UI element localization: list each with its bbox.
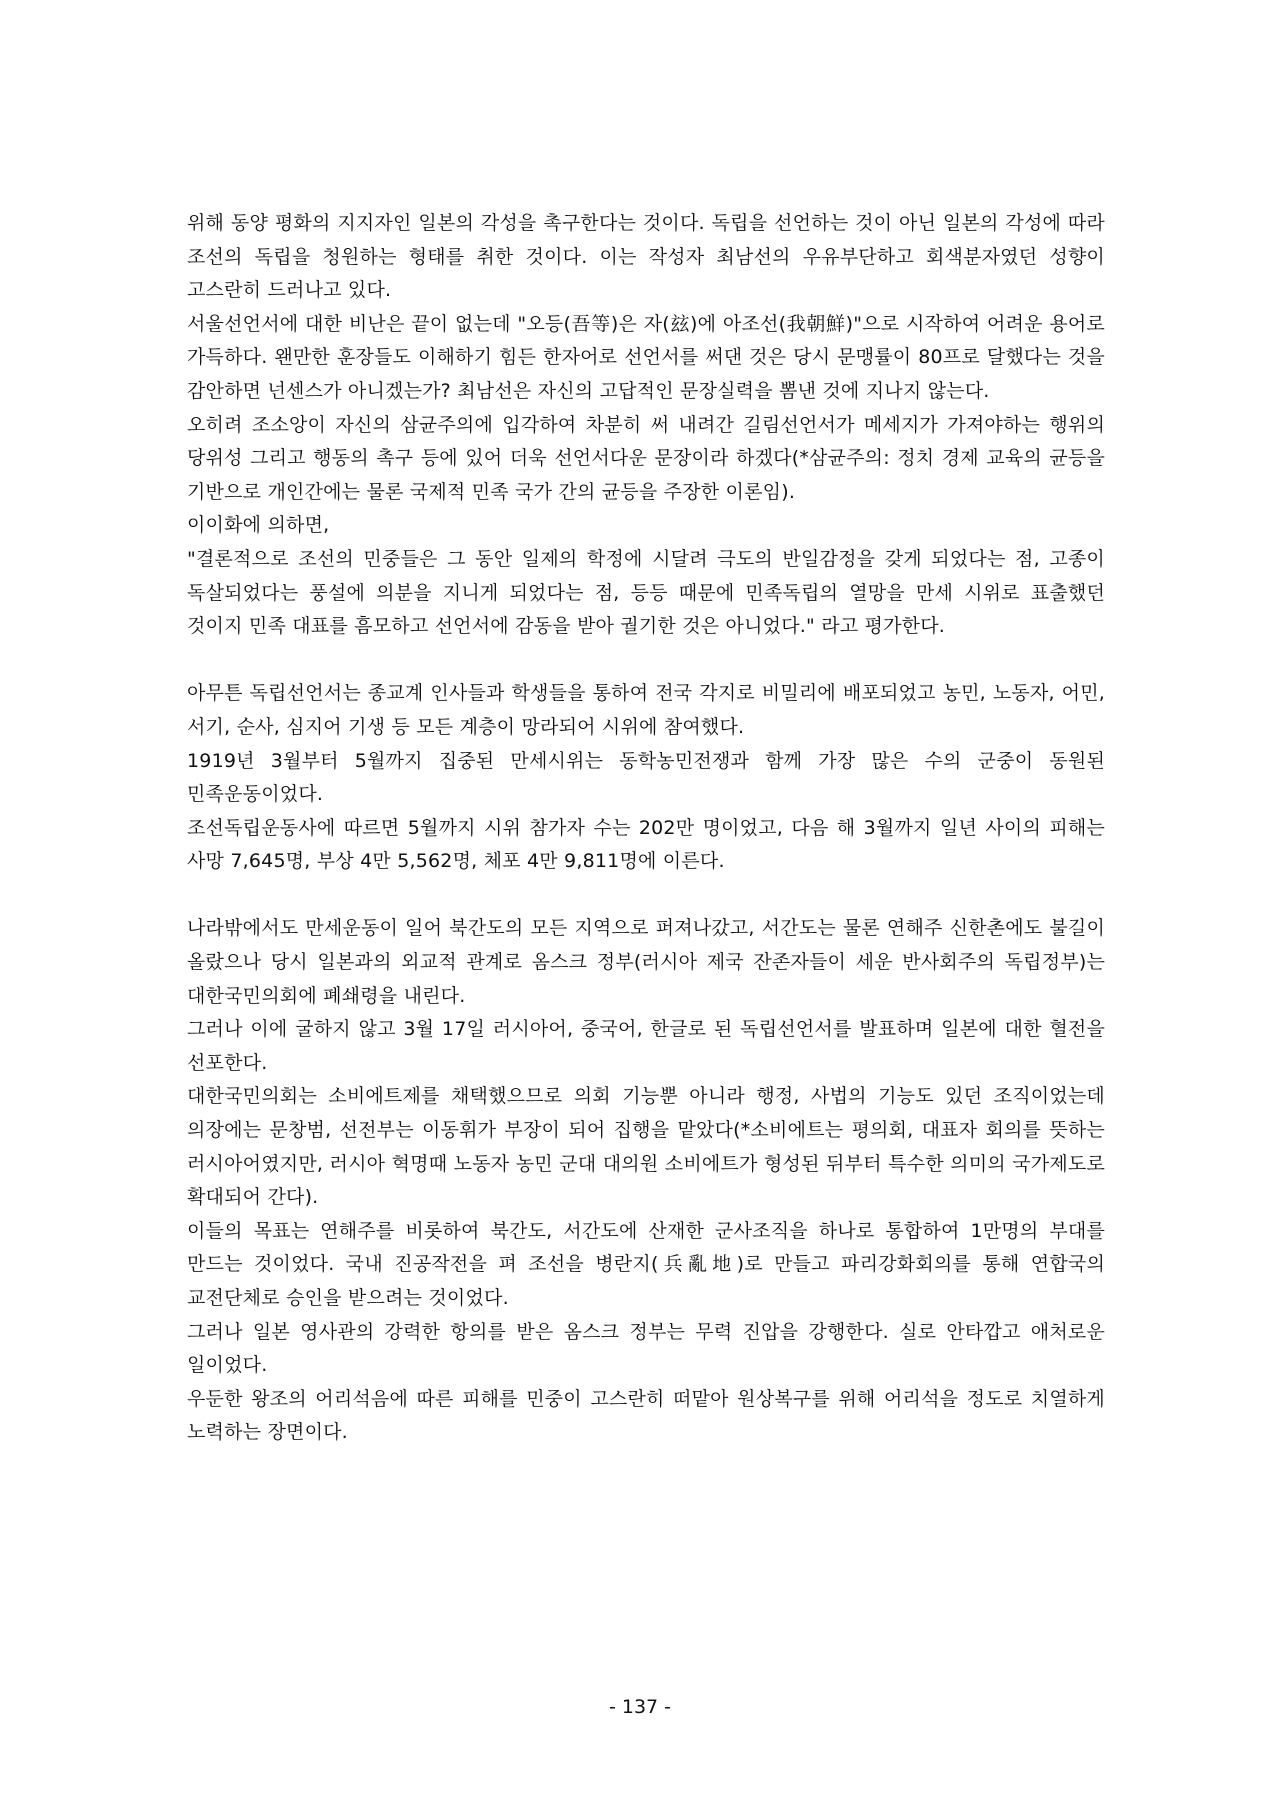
paragraph: 1919년 3월부터 5월까지 집중된 만세시위는 동학농민전쟁과 함께 가장 많은 수의 군중이 동원된 민족운동이었다. xyxy=(187,749,1105,806)
paragraph: 대한국민의회는 소비에트제를 채택했으므로 의회 기능뿐 아니라 행정, 사법의 기능도 있던 조직이었는데 의장에는 문창범, 선전부는 이동휘가 부장이 되어 집행을 맡았다(*소비에트는 평의회, 대표자 회의를 뜻하는 러시아어였지만, 러시아 혁명때 노동자 농민 군대 대의원 소비에트가 형성된 뒤부터 특수한 의미의 국가제도로 확대되어 간다). xyxy=(187,1085,1105,1209)
paragraph: 조선독립운동사에 따르면 5월까지 시위 참가자 수는 202만 명이었고, 다음 해 3월까지 일년 사이의 피해는 사망 7,645명, 부상 4만 5,562명, 체포 4만 9,811명에 이른다. xyxy=(187,816,1105,873)
paragraph: 이들의 목표는 연해주를 비롯하여 북간도, 서간도에 산재한 군사조직을 하나로 통합하여 1만명의 부대를 만드는 것이었다. 국내 진공작전을 펴 조선을 병란지(兵亂地)로 만들고 파리강화회의를 통해 연합국의 교전단체로 승인을 받으려는 것이었다. xyxy=(187,1219,1105,1309)
paragraph: 우둔한 왕조의 어리석음에 따른 피해를 민중이 고스란히 떠맡아 원상복구를 위해 어리석을 정도로 치열하게 노력하는 장면이다. xyxy=(187,1387,1105,1444)
page-number: - 137 - xyxy=(608,1696,672,1718)
paragraph-gap xyxy=(187,879,1105,913)
quotation-paragraph: "결론적으로 조선의 민중들은 그 동안 일제의 학정에 시달려 극도의 반일감정을 갖게 되었다는 점, 고종이 독살되었다는 풍설에 의분을 지니게 되었다는 점, 등등 때문에 민족독립의 열망을 만세 시위로 표출했던 것이지 민족 대표를 흠모하고 선언서에 감동을 받아 궐기한 것은 아니었다." 라고 평가한다. xyxy=(187,547,1105,638)
paragraph: 위해 동양 평화의 지지자인 일본의 각성을 촉구한다는 것이다. 독립을 선언하는 것이 아닌 일본의 각성에 따라 조선의 독립을 청원하는 형태를 취한 것이다. 이는 작성자 최남선의 우유부단하고 회색분자였던 성향이 고스란히 드러나고 있다. xyxy=(187,212,1105,302)
paragraph: 나라밖에서도 만세운동이 일어 북간도의 모든 지역으로 퍼져나갔고, 서간도는 물론 연해주 신한촌에도 불길이 올랐으나 당시 일본과의 외교적 관계로 옴스크 정부(러시아 제국 잔존자들이 세운 반사회주의 독립정부)는 대한국민의회에 폐쇄령을 내린다. xyxy=(187,917,1105,1007)
paragraph: 아무튼 독립선언서는 종교계 인사들과 학생들을 통하여 전국 각지로 비밀리에 배포되었고 농민, 노동자, 어민, 서기, 순사, 심지어 기생 등 모든 계층이 망라되어 시위에 참여했다. xyxy=(187,682,1105,738)
body-text xyxy=(187,207,1105,1450)
paragraph: 이이화에 의하면, xyxy=(187,514,330,537)
paragraph: 서울선언서에 대한 비난은 끝이 없는데 "오등(吾等)은 자(玆)에 아조선(我朝鮮)"으로 시작하여 어려운 용어로 가득하다. 왠만한 훈장들도 이해하기 힘든 한자어로 선언서를 써댄 것은 당시 문맹률이 80프로 달했다는 것을 감안하면 넌센스가 아니겠는가? 최남선은 자신의 고답적인 문장실력을 뽐낸 것에 지나지 않는다. xyxy=(187,312,1105,402)
paragraph-gap xyxy=(187,644,1105,678)
paragraph: 그러나 이에 굴하지 않고 3월 17일 러시아어, 중국어, 한글로 된 독립선언서를 발표하며 일본에 대한 혈전을 선포한다. xyxy=(187,1018,1105,1074)
paragraph: 오히려 조소앙이 자신의 삼균주의에 입각하여 차분히 써 내려간 길림선언서가 메세지가 가져야하는 행위의 당위성 그리고 행동의 촉구 등에 있어 더욱 선언서다운 문장이라 하겠다(*삼균주의: 정치 경제 교육의 균등을 기반으로 개인간에는 물론 국제적 민족 국가 간의 균등을 주장한 이론임). xyxy=(187,413,1105,503)
paragraph: 그러나 일본 영사관의 강력한 항의를 받은 옴스크 정부는 무력 진압을 강행한다. 실로 안타깝고 애처로운 일이었다. xyxy=(187,1320,1105,1377)
